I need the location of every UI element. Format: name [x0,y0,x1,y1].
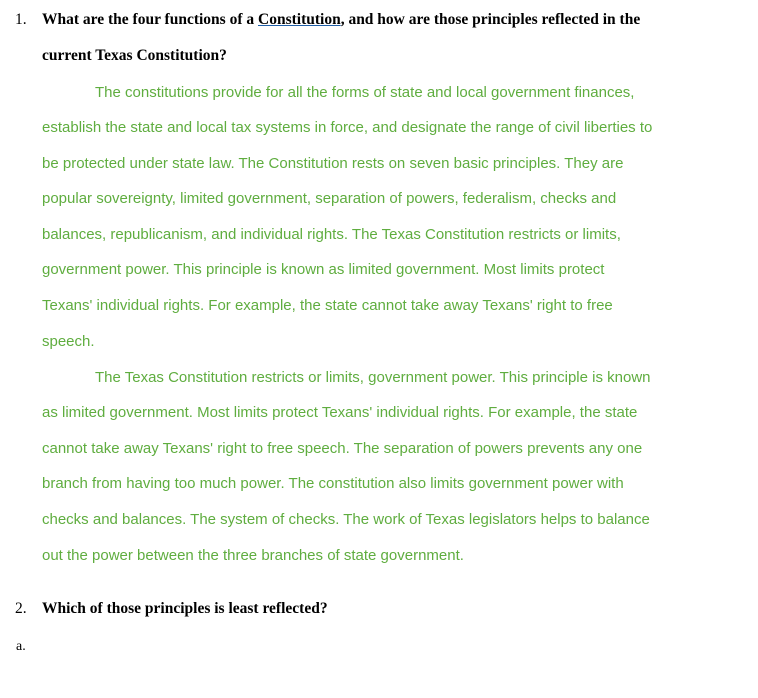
constitution-spellcheck-word[interactable]: Constitution [258,11,341,28]
question-2-number: 2. [15,600,27,617]
answer-1-line: government power. This principle is known as limited government. Most limits protect [42,261,605,278]
answer-1-line: speech. [42,333,95,350]
answer-1-line: Texans' individual rights. For example, the state cannot take away Texans' right to free [42,297,613,314]
answer-1-line: establish the state and local tax systems in force, and designate the range of civil liberties to [42,119,653,136]
question-1-text-pre: What are the four functions of a [42,11,258,28]
answer-2-line: out the power between the three branches of state government. [42,547,464,564]
answer-2-line: branch from having too much power. The constitution also limits government power with [42,475,624,492]
answer-1-line: balances, republicanism, and individual rights. The Texas Constitution restricts or limits, [42,226,621,243]
answer-2-line: checks and balances. The system of checks. The work of Texas legislators helps to balance [42,511,650,528]
answer-1-line: be protected under state law. The Constitution rests on seven basic principles. They are [42,155,624,172]
answer-2-line: as limited government. Most limits protect Texans' individual rights. For example, the state [42,404,638,421]
answer-2-line: The Texas Constitution restricts or limits, government power. This principle is known [95,369,651,386]
answer-1-line: The constitutions provide for all the forms of state and local government finances, [95,84,635,101]
answer-2-line: cannot take away Texans' right to free speech. The separation of powers prevents any one [42,440,643,457]
answer-1-line: popular sovereignty, limited government, separation of powers, federalism, checks and [42,190,617,207]
sub-item-a-label: a. [16,639,26,654]
question-2-text: Which of those principles is least reflected? [42,600,328,617]
question-1-text-post: , and how are those principles reflected in the [340,11,641,28]
question-1-line-1 [42,11,640,29]
question-1-number: 1. [15,11,27,28]
question-1-line-2: current Texas Constitution? [42,47,227,64]
